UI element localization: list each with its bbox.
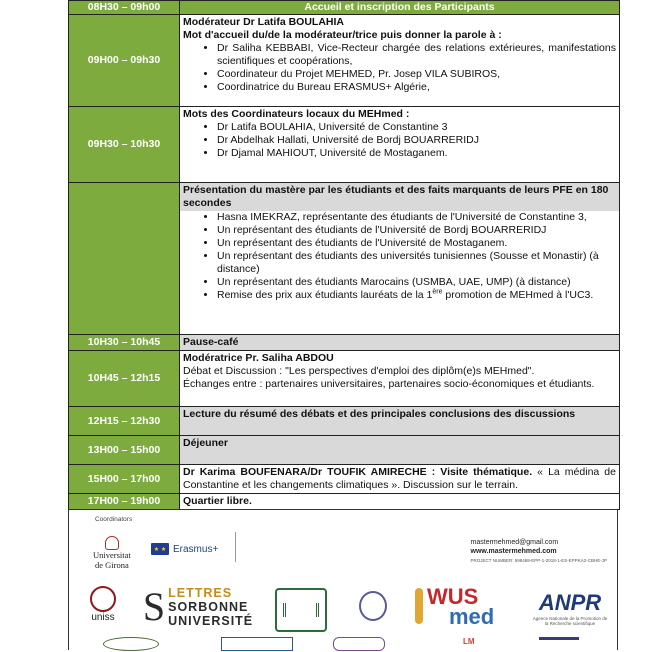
anpr-subtitle: Agence Nationale de la Promotion de la Recherche scientifique [532,616,608,626]
partner-logo-1-icon [103,637,159,651]
awards-sup: ère [432,288,443,296]
row-time: 15H00 – 17h00 [69,465,180,494]
coordinators-label: Coordinators [95,516,133,523]
round-university-logo [359,586,387,626]
schedule-header-row [69,1,620,15]
header-time: 08H30 – 09h00 [69,1,180,15]
moderator-line: Modérateur Dr Latifa BOULAHIA [183,16,345,28]
row-time: 09H30 – 10h30 [69,107,180,183]
row-time: 10H30 – 10h45 [69,335,180,351]
row-content: Quartier libre. [180,494,620,510]
sorbonne-text [168,586,253,628]
row-time: 10H45 – 12h15 [69,351,180,407]
list-item: • Dr Saliha KEBBABI, Vice-Recteur chargée des relations extérieures, manifestations scientifiques et coopérations, [217,42,616,68]
row-content [180,183,620,335]
row-time: 12H15 – 12h30 [69,407,180,436]
erasmus-logo [151,543,218,555]
lm-logo: LM [463,637,475,646]
figure-logo [409,584,429,628]
partner-logo-2-icon [221,637,293,651]
eu-flag-icon: ★ ★ [151,543,169,555]
awards-text-after: promotion de MEHmed à l'UC3. [442,289,594,301]
welcome-line: Mot d'accueil du/de la modérateur/trice puis donner la parole à : [183,29,502,41]
list-item: • Dr Djamal MAHIOUT, Université de Mostaganem. [217,147,616,160]
coordinators-line: Mots des Coordinateurs locaux du MEHmed : [183,108,410,120]
debate-line: Débat et Discussion : "Les perspectives d'emploi des diplôm(e)s MEHmed". [183,365,535,377]
partner-logo-3-icon [333,637,385,651]
list-item: • Un représentant des étudiants Marocains (USMBA, UAE, UMP) (à distance) [217,276,616,289]
med-text: med [449,604,495,629]
moderator-line: Modératrice Pr. Saliha ABDOU [183,352,334,364]
row-time: 17H00 – 19h00 [69,494,180,510]
row-content: Lecture du résumé des débats et des principales conclusions des discussions [180,407,620,436]
schedule-row [69,407,620,436]
girona-line1: Universitat [93,550,131,560]
list-item: • Dr Abdelhak Hallati, Université de Bordj BOUARRERIDJ [217,134,616,147]
anpr-text: ANPR [538,590,602,615]
schedule-row [69,335,620,351]
list-item-awards [217,289,616,302]
partners-footer [68,509,618,650]
row-time-empty [69,183,180,335]
divider [235,532,236,562]
list-item: • Un représentant des étudiants de l'Université de Bordj BOUARRERIDJ [217,224,616,237]
uniss-emblem-icon [90,586,116,612]
schedule-row [69,15,620,107]
uniss-text: uniss [91,612,115,623]
list-item: • Un représentant des étudiants de l'Université de Mostaganem. [217,237,616,250]
row-time: 09H00 – 09h30 [69,15,180,107]
girona-crest-icon [105,536,119,550]
list-item: • Coordinatrice du Bureau ERASMUS+ Algérie, [217,81,616,94]
round-emblem-icon [359,591,387,621]
schedule-row [69,436,620,465]
schedule-row [69,107,620,183]
schedule-row [69,183,620,335]
list-item: • Un représentant des étudiants des universités tunisiennes (Sousse et Monastir) (à distance) [217,250,616,276]
speaker-list [183,42,616,94]
coordinator-list [183,121,616,160]
girona-logo [93,536,131,570]
algerian-university-logo [275,588,327,632]
schedule-row [69,465,620,494]
visit-title: Dr Karima BOUFENARA/Dr TOUFIK AMIRECHE : Visite thématique. [183,466,533,478]
contact-block [471,538,607,565]
row-content [180,15,620,107]
sorbonne-universite: UNIVERSITÉ [168,614,254,628]
row-content [180,465,620,494]
schedule-row [69,351,620,407]
project-number: PROJECT NUMBER: 598468-EPP-1-2018-1-ES-EPPKA2-CBHE-JP [470,558,607,563]
girona-line2: de Girona [95,560,129,570]
sorbonne-logo [143,586,253,628]
exchange-line: Échanges entre : partenaires universitaires, partenaires socio-économiques et étudiants. [183,378,595,390]
schedule-table [68,0,620,510]
list-item: • Dr Latifa BOULAHIA, Université de Constantine 3 [217,121,616,134]
wus-med-logo [427,584,507,630]
header-title: Accueil et inscription des Participants [180,1,620,15]
row-content: Pause-café [180,335,620,351]
sorbonne-s-icon: S [142,584,166,629]
row-time: 13H00 – 15h00 [69,436,180,465]
sorbonne-name: SORBONNE [168,600,249,614]
row-content: Déjeuner [180,436,620,465]
contact-website: www.mastermehmed.com [470,548,557,555]
building-icon [283,603,319,617]
row-content [180,351,620,407]
list-item: • Coordinateur du Projet MEHMED, Pr. Josep VILA SUBIROS, [217,68,616,81]
student-list [180,211,619,302]
partner-logos-row [69,637,619,651]
row-content [180,107,620,183]
anpr-logo [531,586,609,630]
visit-desc: « La médina de Constantine et les changements climatiques ». Discussion sur le terrain. [183,466,616,491]
sorbonne-lettres: LETTRES [168,586,233,600]
figure-icon [415,588,423,624]
awards-text-before: Remise des prix aux étudiants lauréats de la 1 [217,289,433,301]
erasmus-text: Erasmus+ [173,543,219,555]
schedule-row [69,494,620,510]
contact-email: mastermehmed@gmail.com [470,539,559,546]
uniss-logo [83,586,123,623]
presentation-title: Présentation du mastère par les étudiants et des faits marquants de leurs PFE en 180 secondes [180,183,619,211]
list-item: • Hasna IMEKRAZ, représentante des étudiants de l'Université de Constantine 3, [217,211,616,224]
wus-text: WUS [427,584,479,609]
